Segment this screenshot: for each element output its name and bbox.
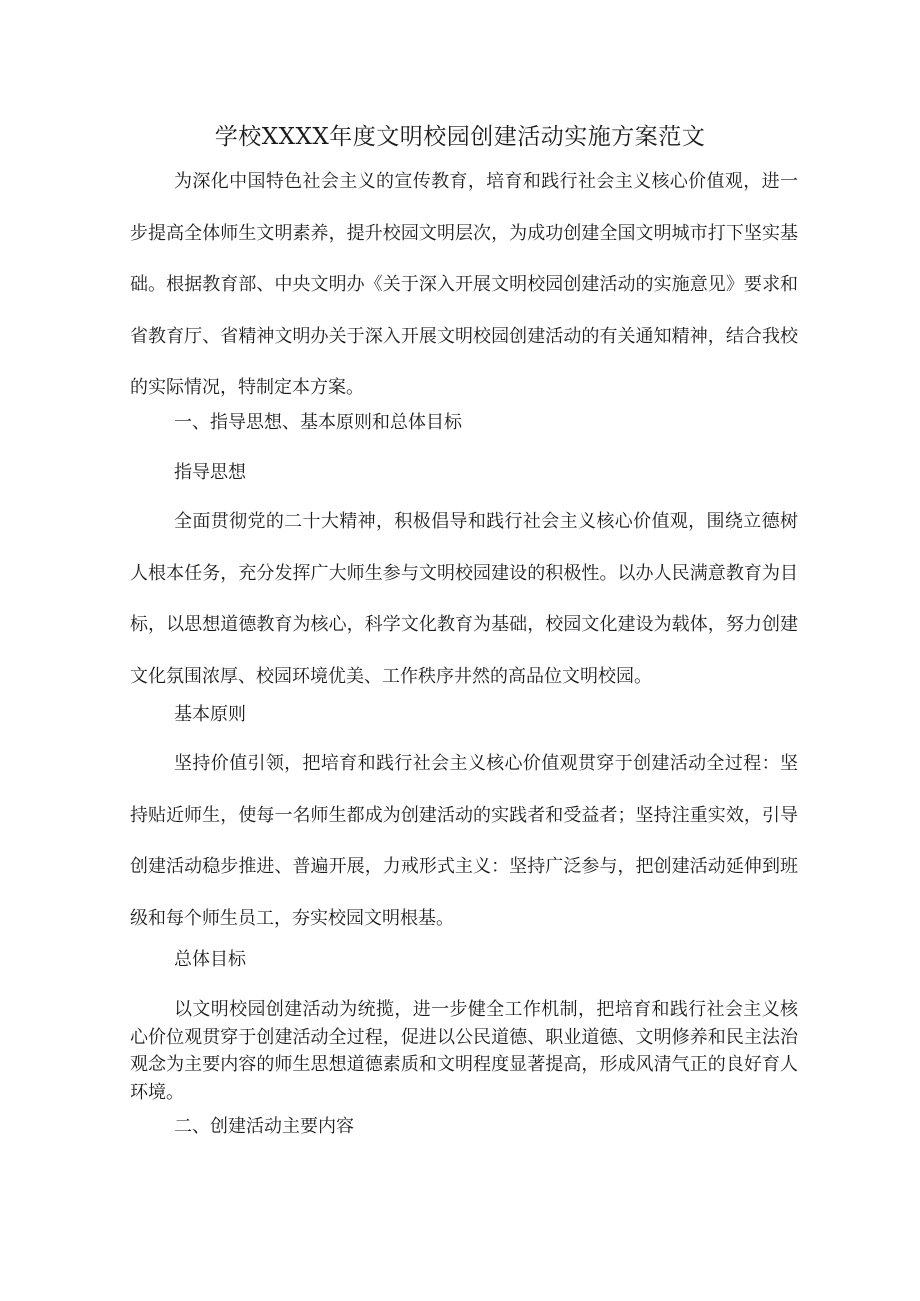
basic-principles-paragraph: 坚持价值引领，把培育和践行社会主义核心价值观贯穿于创建活动全过程：坚持贴近师生，使每一名师生都成为创建活动的实践者和受益者；坚持注重实效，引导创建活动稳步推进、普遍开展，力戒形式主义：坚持广泛参与，把创建活动延伸到班级和每个师生员工，夯实校园文明根基。 (130, 753, 798, 929)
subheading-guiding-thought: 指导思想 (174, 462, 246, 483)
intro-paragraph: 为深化中国特色社会主义的宣传教育，培育和践行社会主义核心价值观，进一步提高全体师生文明素养，提升校园文明层次，为成功创建全国文明城市打下坚实基础。根据教育部、中央文明办《关于深入开展文明校园创建活动的实施意见》要求和省教育厅、省精神文明办关于深入开展文明校园创建活动的有关通知精神，结合我校的实际情况，特制定本方案。 (130, 171, 798, 398)
guiding-thought-paragraph: 全面贯彻党的二十大精神，积极倡导和践行社会主义核心价值观，围绕立德树人根本任务，充分发挥广大师生参与文明校园建设的积极性。以办人民满意教育为目标，以思想道德教育为核心，科学文化教育为基础，校园文化建设为载体，努力创建文化氛围浓厚、校园环境优美、工作秩序井然的高品位文明校园。 (130, 511, 798, 687)
section-heading-2: 二、创建活动主要内容 (174, 1116, 354, 1137)
subheading-overall-goals: 总体目标 (174, 949, 246, 970)
document-title: 学校XXXX年度文明校园创建活动实施方案范文 (214, 124, 706, 150)
section-heading-1: 一、指导思想、基本原则和总体目标 (174, 412, 462, 433)
overall-goals-paragraph: 以文明校园创建活动为统揽，进一步健全工作机制，把培育和践行社会主义核心价位观贯穿于创建活动全过程，促进以公民道德、职业道德、文明修养和民主法治观念为主要内容的师生思想道德素质和文明程度显著提高，形成风清气正的良好育人环境。 (130, 999, 798, 1103)
subheading-basic-principles: 基本原则 (174, 704, 246, 725)
